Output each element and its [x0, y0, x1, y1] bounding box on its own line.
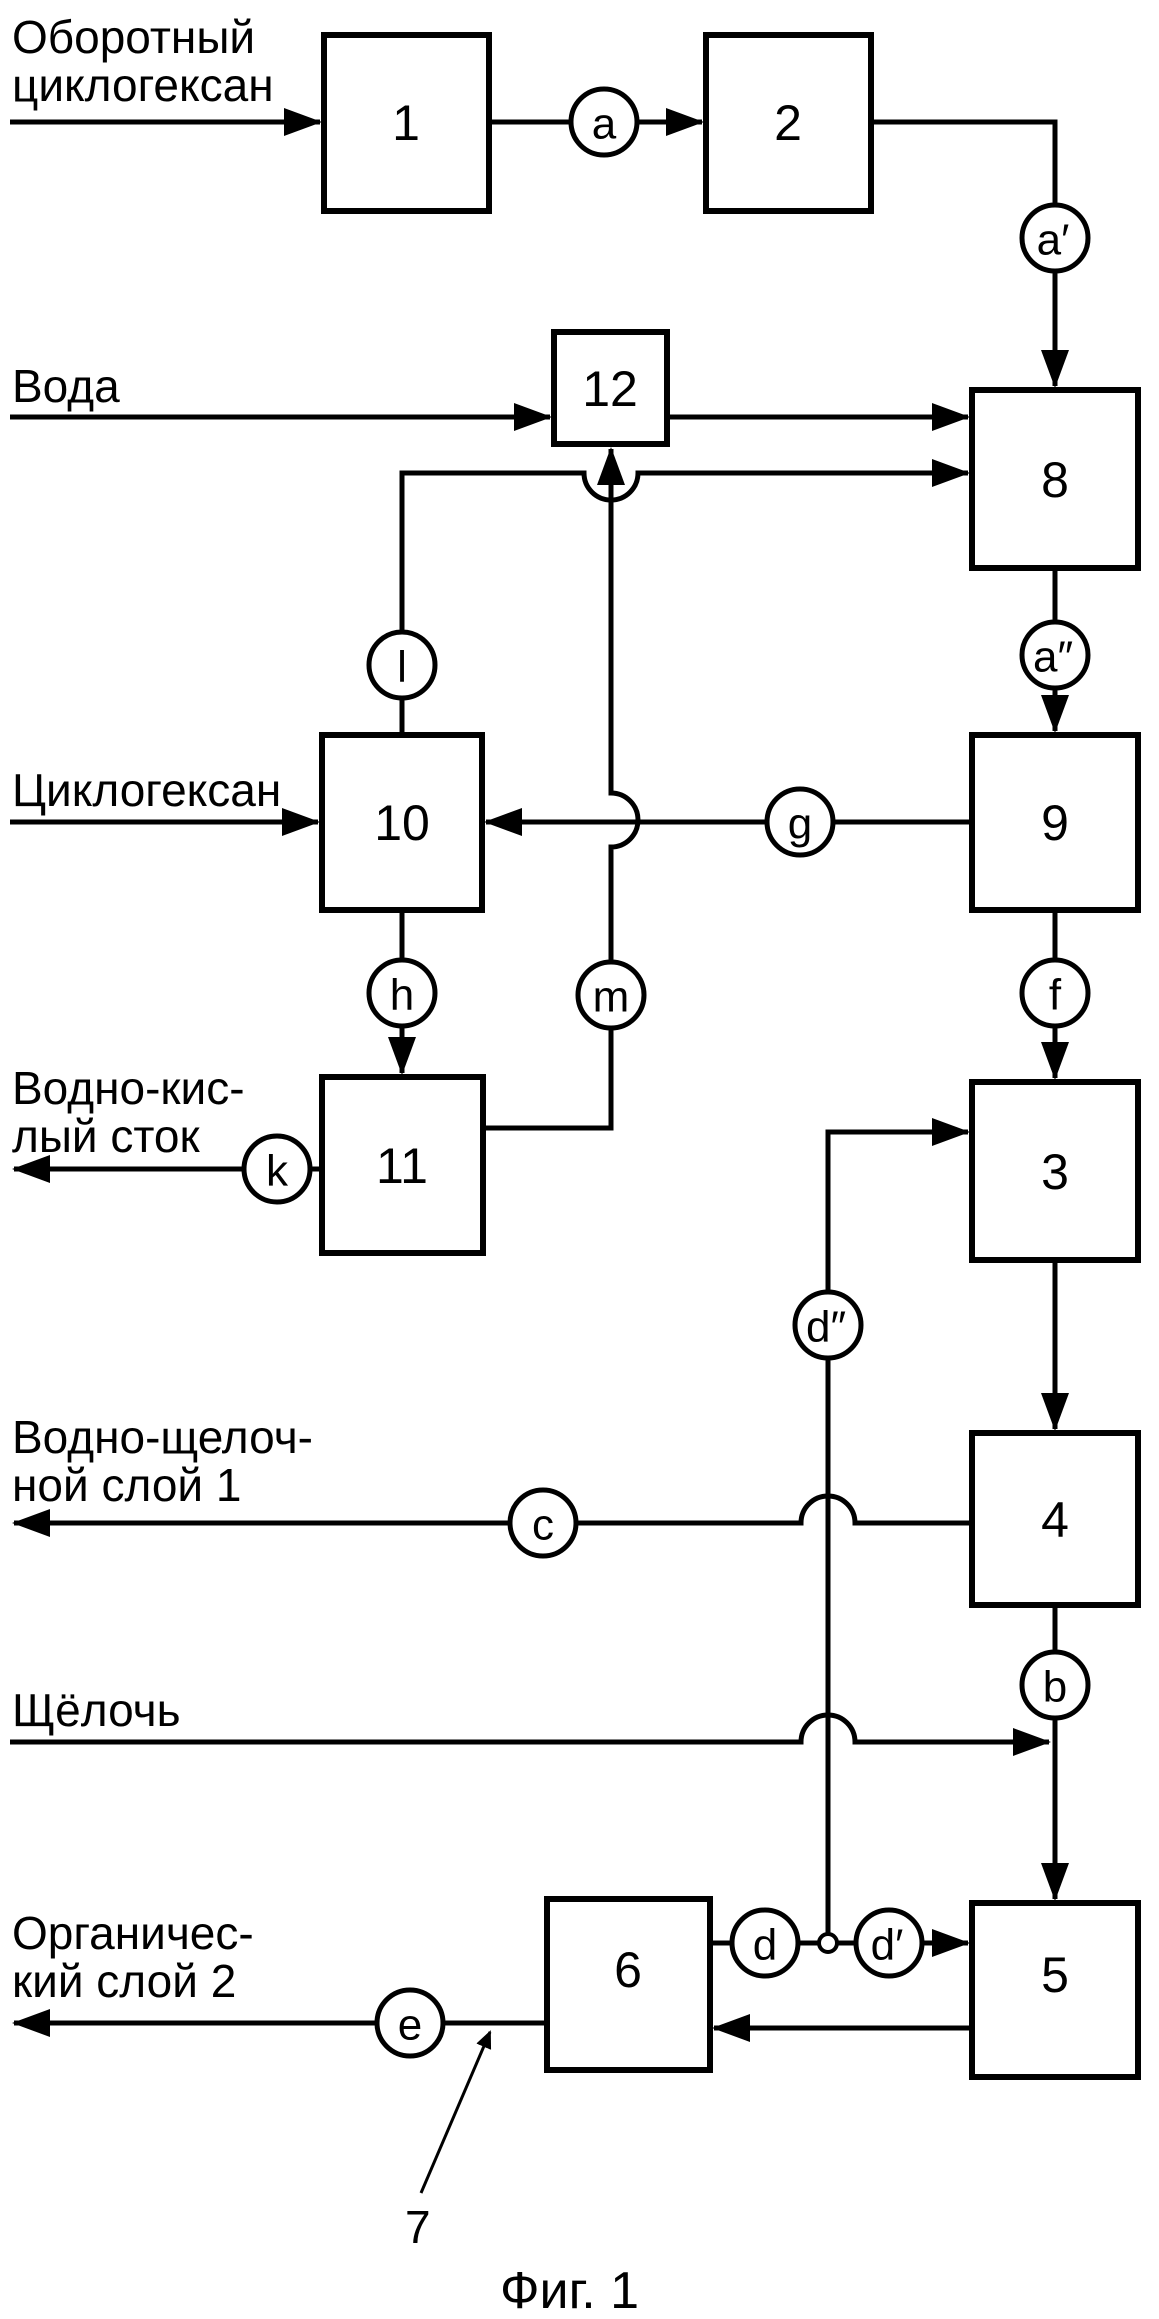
label-recycled-cyclohexane-line1: Оборотный [12, 11, 256, 63]
box10-number: 10 [374, 795, 430, 851]
stream-label-k: k [266, 1146, 288, 1196]
stream-label-b: b [1042, 1662, 1068, 1712]
stream-label-c: c [532, 1500, 554, 1550]
stream-label-e: e [397, 2000, 423, 2050]
junction-dot [819, 1934, 837, 1952]
figure-caption: Фиг. 1 [500, 2262, 640, 2319]
stream-label-g: g [787, 799, 813, 849]
box3-number: 3 [1041, 1144, 1069, 1200]
stream-label-d-dprime: d″ [805, 1302, 847, 1352]
box2-number: 2 [774, 95, 802, 151]
line-l-branch-into-box8-with-hop [402, 473, 968, 735]
stream-label-a-dprime: a″ [1032, 632, 1074, 682]
box5-number: 5 [1041, 1947, 1069, 2003]
stream-label-f: f [1048, 970, 1062, 1020]
stream-label-h: h [389, 970, 415, 1020]
label-water: Вода [12, 360, 120, 412]
stream-label-a: a [591, 99, 617, 149]
stream-label-m: m [592, 972, 630, 1022]
label-cyclohexane: Циклогексан [12, 764, 282, 816]
box12-number: 12 [582, 361, 638, 417]
box1-number: 1 [392, 95, 420, 151]
box11-number: 11 [376, 1138, 428, 1194]
label-organic-layer-line1: Органичес- [12, 1907, 254, 1959]
label-recycled-cyclohexane-line2: циклогексан [12, 59, 274, 111]
box9-number: 9 [1041, 795, 1069, 851]
label-aqueous-acid-line2: лый сток [12, 1110, 200, 1162]
stream-label-a-prime: a′ [1036, 215, 1070, 265]
stream-label-d: d [752, 1920, 778, 1970]
stream-label-l: l [397, 642, 407, 692]
label-aqueous-alkaline-line1: Водно-щелоч- [12, 1411, 313, 1463]
label-organic-layer-line2: кий слой 2 [12, 1955, 237, 2007]
label-aqueous-alkaline-line2: ной слой 1 [12, 1459, 242, 1511]
line-ddprime-into-box3 [828, 1132, 968, 1934]
stream-label-d-prime: d′ [870, 1920, 904, 1970]
label-aqueous-acid-line1: Водно-кис- [12, 1062, 245, 1114]
label-alkali: Щёлочь [12, 1684, 181, 1736]
box6-number: 6 [614, 1942, 642, 1998]
pointer-line-7 [421, 2032, 490, 2193]
box8-number: 8 [1041, 452, 1069, 508]
label-stream-7: 7 [405, 2201, 431, 2253]
box4-number: 4 [1041, 1492, 1069, 1548]
